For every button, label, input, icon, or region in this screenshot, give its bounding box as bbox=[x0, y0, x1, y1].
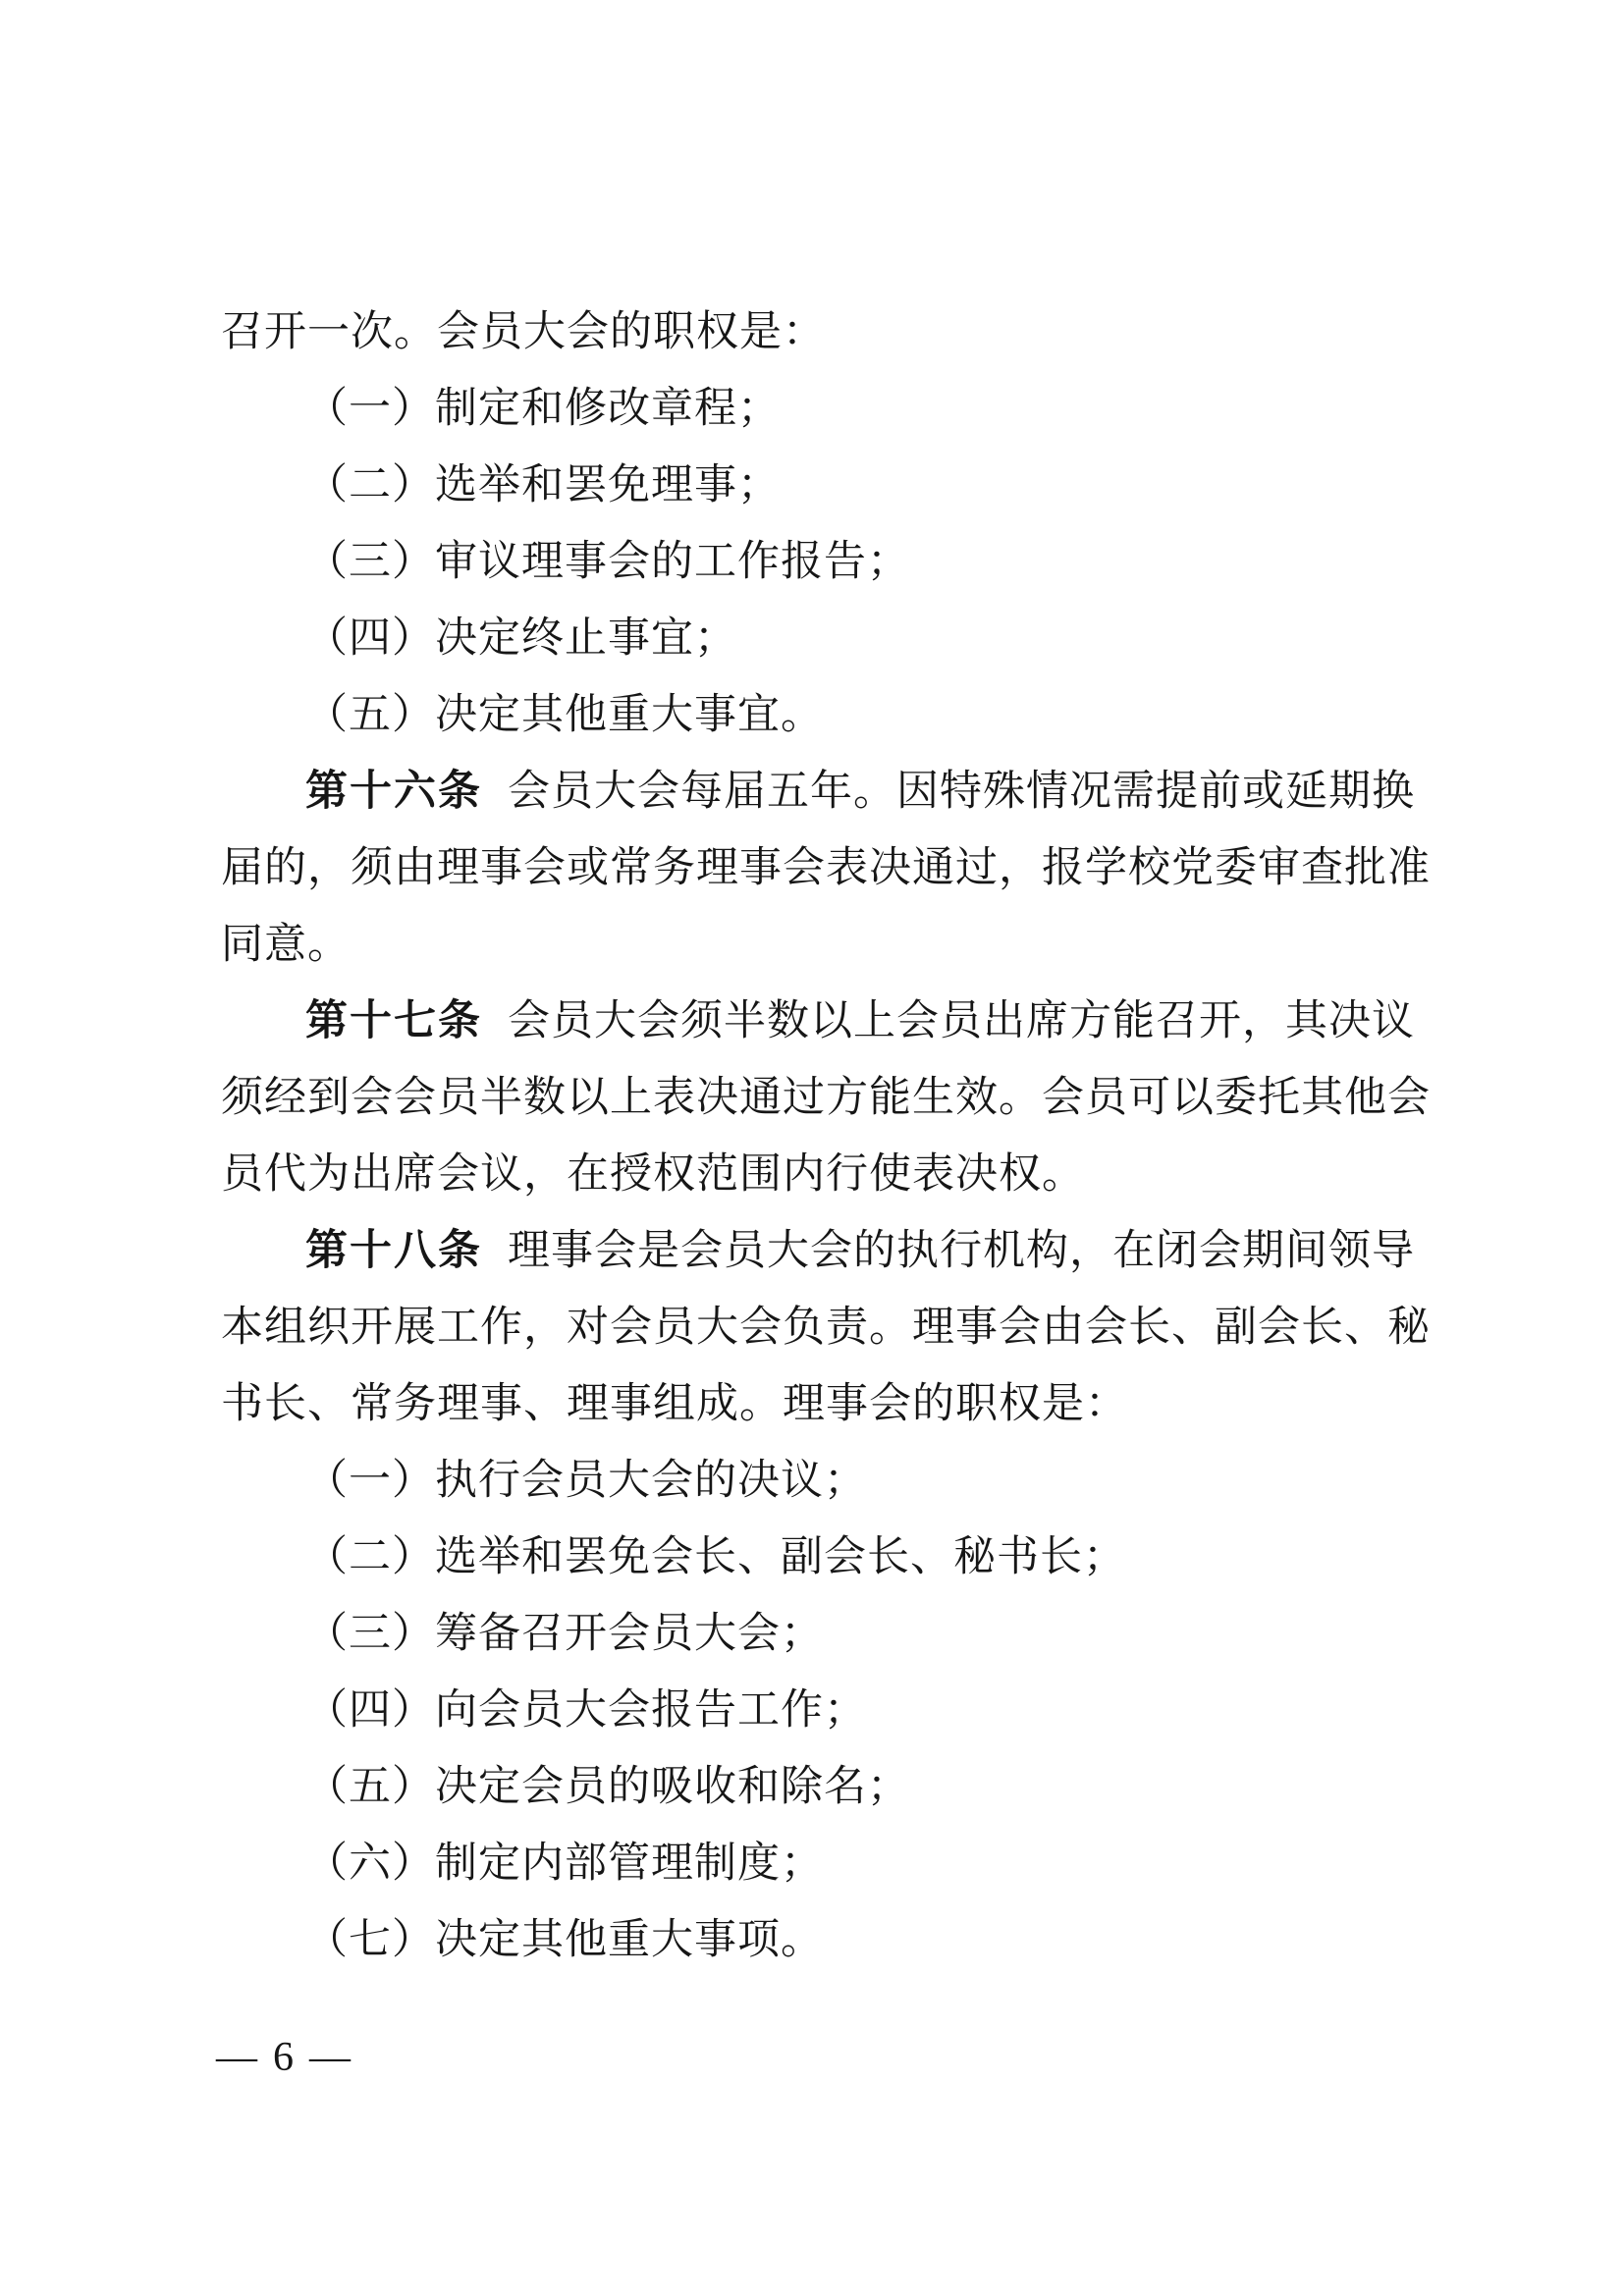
footer-dash-right: — bbox=[309, 2035, 351, 2080]
line-text: 届的，须由理事会或常务理事会表决通过，报学校党委审查批准 bbox=[221, 845, 1431, 891]
line-text: （五）决定其他重大事宜。 bbox=[305, 692, 824, 738]
line-text: （一）执行会员大会的决议； bbox=[305, 1458, 867, 1504]
page-footer bbox=[216, 2034, 351, 2081]
line-text: （五）决定会员的吸收和除名； bbox=[305, 1764, 910, 1810]
line-text: （七）决定其他重大事项。 bbox=[305, 1917, 824, 1963]
body-text-line bbox=[221, 907, 1438, 984]
footer-page-number: 6 bbox=[273, 2035, 294, 2080]
line-text: 须经到会会员半数以上表决通过方能生效。会员可以委托其他会 bbox=[221, 1075, 1431, 1121]
article-number: 第十六条 bbox=[305, 769, 482, 815]
line-text: （一）制定和修改章程； bbox=[305, 386, 781, 432]
line-text: 召开一次。会员大会的职权是： bbox=[221, 309, 826, 355]
body-text-line bbox=[221, 1902, 1438, 1979]
article-number: 第十八条 bbox=[305, 1228, 482, 1274]
body-text-line bbox=[221, 1290, 1438, 1366]
body-text-line bbox=[221, 1596, 1438, 1673]
body-text-line bbox=[221, 1443, 1438, 1520]
line-text: 本组织开展工作，对会员大会负责。理事会由会长、副会长、秘 bbox=[221, 1305, 1431, 1351]
body-text-line bbox=[221, 1520, 1438, 1596]
line-text: （六）制定内部管理制度； bbox=[305, 1841, 824, 1887]
line-text: （四）向会员大会报告工作； bbox=[305, 1687, 867, 1734]
body-text-line bbox=[221, 294, 1438, 371]
body-text-line bbox=[221, 1366, 1438, 1443]
body-text-line bbox=[221, 1137, 1438, 1213]
body-text-line bbox=[221, 1673, 1438, 1749]
body-text-line bbox=[221, 1749, 1438, 1826]
article-heading-line bbox=[221, 1213, 1438, 1290]
line-text: （二）选举和罢免会长、副会长、秘书长； bbox=[305, 1534, 1126, 1580]
line-text: 书长、常务理事、理事组成。理事会的职权是： bbox=[221, 1381, 1128, 1427]
line-text: 理事会是会员大会的执行机构，在闭会期间领导 bbox=[508, 1228, 1415, 1274]
body-text-line bbox=[221, 601, 1438, 677]
article-heading-line bbox=[221, 754, 1438, 830]
article-number: 第十七条 bbox=[305, 998, 482, 1044]
line-text: （三）筹备召开会员大会； bbox=[305, 1611, 824, 1657]
body-text-line bbox=[221, 1060, 1438, 1137]
body-text-line bbox=[221, 677, 1438, 754]
body-text-line bbox=[221, 448, 1438, 524]
body-text-line bbox=[221, 1826, 1438, 1902]
line-text: （三）审议理事会的工作报告； bbox=[305, 539, 910, 585]
document-text-block bbox=[221, 294, 1438, 1979]
line-text: 员代为出席会议，在授权范围内行使表决权。 bbox=[221, 1151, 1085, 1198]
body-text-line bbox=[221, 524, 1438, 601]
line-text: 会员大会须半数以上会员出席方能召开，其决议 bbox=[508, 998, 1415, 1044]
body-text-line bbox=[221, 371, 1438, 448]
footer-dash-left: — bbox=[216, 2035, 257, 2080]
line-text: 会员大会每届五年。因特殊情况需提前或延期换 bbox=[508, 769, 1415, 815]
line-text: （四）决定终止事宜； bbox=[305, 615, 737, 662]
body-text-line bbox=[221, 830, 1438, 907]
line-text: （二）选举和罢免理事； bbox=[305, 462, 781, 508]
line-text: 同意。 bbox=[221, 922, 351, 968]
article-heading-line bbox=[221, 984, 1438, 1060]
